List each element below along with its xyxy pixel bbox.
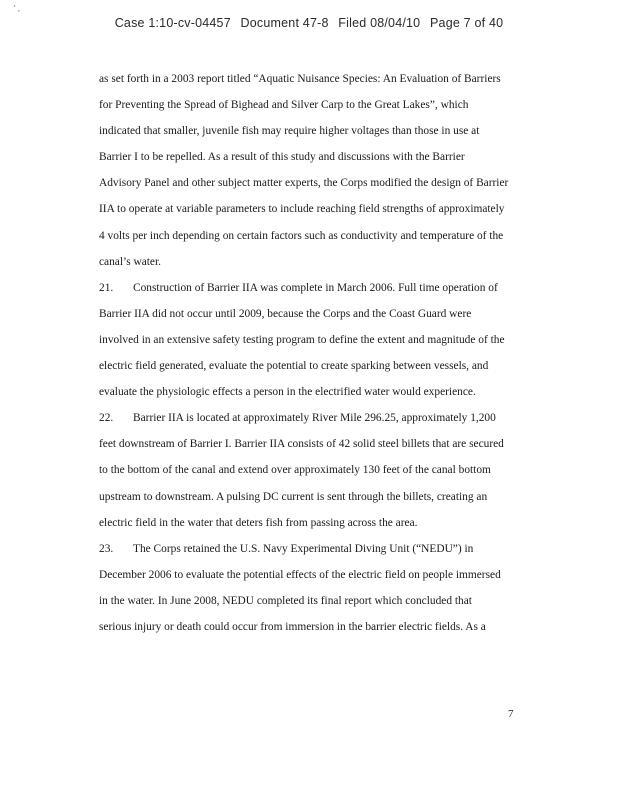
text-line bbox=[99, 379, 519, 405]
text-line bbox=[99, 484, 519, 510]
text-line bbox=[99, 405, 519, 431]
page-of: Page 7 of 40 bbox=[430, 16, 504, 30]
text-line bbox=[99, 92, 519, 118]
text-line bbox=[99, 353, 519, 379]
line-text: to the bottom of the canal and extend over approximately 130 feet of the canal bottom bbox=[99, 464, 491, 477]
line-text: Barrier IIA is located at approximately River Mile 296.25, approximately 1,200 bbox=[133, 412, 496, 425]
line-text: Barrier I to be repelled. As a result of this study and discussions with the Barrier bbox=[99, 151, 465, 164]
line-text: The Corps retained the U.S. Navy Experimental Diving Unit (“NEDU”) in bbox=[133, 542, 474, 555]
line-text: in the water. In June 2008, NEDU completed its final report which concluded that bbox=[99, 594, 472, 607]
line-text: electric field generated, evaluate the potential to create sparking between vessels, and bbox=[99, 360, 489, 373]
line-text: 4 volts per inch depending on certain factors such as conductivity and temperature of the bbox=[99, 229, 504, 242]
line-text: electric field in the water that deters fish from passing across the area. bbox=[99, 516, 418, 529]
text-line bbox=[99, 457, 519, 483]
paragraph-number: 23. bbox=[99, 542, 114, 555]
line-text: Construction of Barrier IIA was complete in March 2006. Full time operation of bbox=[133, 281, 498, 294]
text-line bbox=[99, 614, 519, 640]
case-header bbox=[0, 16, 618, 30]
line-text: indicated that smaller, juvenile fish may require higher voltages than those in use at bbox=[99, 125, 480, 138]
line-text: canal’s water. bbox=[99, 255, 161, 268]
line-text: involved in an extensive safety testing program to define the extent and magnitude of the bbox=[99, 333, 505, 346]
case-number: Case 1:10-cv-04457 bbox=[114, 16, 231, 30]
document-number: Document 47-8 bbox=[240, 16, 329, 30]
paragraph-number: 22. bbox=[99, 412, 114, 425]
text-line bbox=[99, 327, 519, 353]
text-line bbox=[99, 118, 519, 144]
line-text: upstream to downstream. A pulsing DC current is sent through the billets, creating an bbox=[99, 490, 488, 503]
text-line bbox=[99, 196, 519, 222]
text-line bbox=[99, 510, 519, 536]
line-text: Barrier IIA did not occur until 2009, because the Corps and the Coast Guard were bbox=[99, 307, 472, 320]
text-line bbox=[99, 170, 519, 196]
text-line bbox=[99, 275, 519, 301]
line-text: IIA to operate at variable parameters to include reaching field strengths of approximately bbox=[99, 203, 505, 216]
text-line bbox=[99, 223, 519, 249]
line-text: for Preventing the Spread of Bighead and Silver Carp to the Great Lakes”, which bbox=[99, 99, 469, 112]
page-number: 7 bbox=[508, 708, 514, 720]
line-text: as set forth in a 2003 report titled “Aquatic Nuisance Species: An Evaluation of Barriers bbox=[99, 73, 501, 85]
text-line bbox=[99, 536, 519, 562]
line-text: serious injury or death could occur from immersion in the barrier electric fields. As a bbox=[99, 620, 486, 633]
filed-date: Filed 08/04/10 bbox=[338, 16, 421, 30]
text-line bbox=[99, 562, 519, 588]
text-line bbox=[99, 144, 519, 170]
scan-mark: ' , bbox=[14, 4, 20, 13]
line-text: feet downstream of Barrier I. Barrier IIA consists of 42 solid steel billets that are secured bbox=[99, 438, 504, 451]
paragraph-number: 21. bbox=[99, 281, 114, 294]
text-line bbox=[99, 431, 519, 457]
document-body bbox=[99, 66, 519, 640]
text-line bbox=[99, 249, 519, 275]
line-text: December 2006 to evaluate the potential effects of the electric field on people immersed bbox=[99, 568, 501, 581]
line-text: Advisory Panel and other subject matter experts, the Corps modified the design of Barrier bbox=[99, 177, 509, 190]
line-text: evaluate the physiologic effects a person in the electrified water would experience. bbox=[99, 386, 476, 399]
text-line bbox=[99, 588, 519, 614]
text-line bbox=[99, 301, 519, 327]
text-line bbox=[99, 66, 519, 92]
